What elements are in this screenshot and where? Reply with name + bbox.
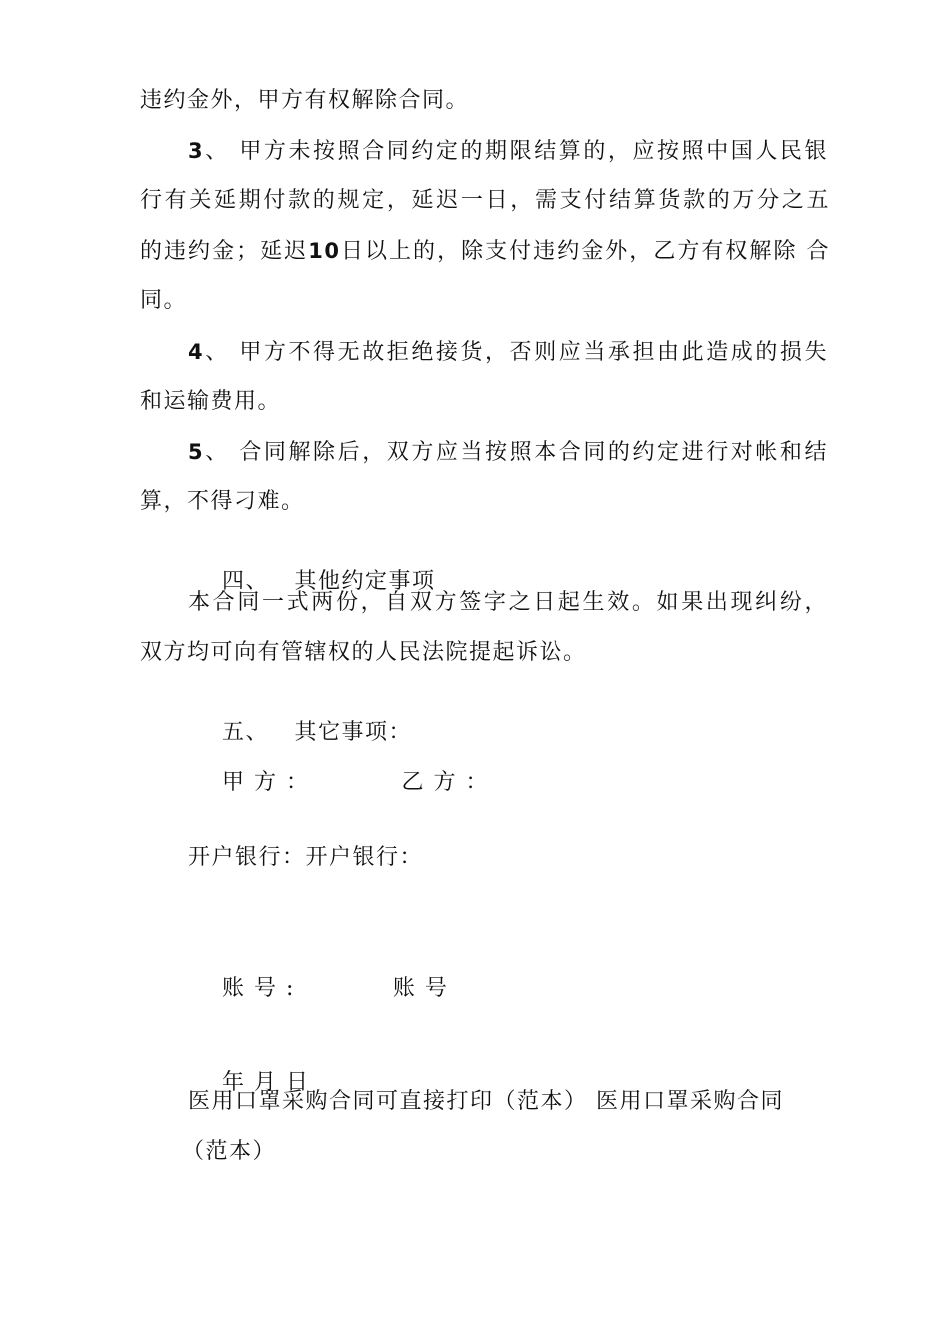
paragraph-line xyxy=(140,286,830,316)
text: 算，不得刁难。 xyxy=(140,489,305,514)
party-a-label: 甲 方 ： xyxy=(221,770,310,795)
text: 的违约金；延迟 xyxy=(140,239,309,264)
number: 10 xyxy=(308,239,341,263)
bank-label: 开户银行：开户银行： xyxy=(188,845,424,870)
footer-text: （范本） xyxy=(182,1139,277,1164)
paragraph-line xyxy=(140,387,830,417)
account-line xyxy=(188,944,828,1034)
party-b-label: 乙 方 ： xyxy=(401,770,489,795)
text: 五、 其它事项： xyxy=(221,720,412,745)
text: 日以上的，除支付违约金外，乙方有权解除 合 xyxy=(340,239,830,264)
text: 、 甲方未按照合同约定的期限结算的，应按照中国人民银 xyxy=(204,139,828,164)
clause-5-line xyxy=(188,437,828,468)
footer-text: 医用口罩采购合同可直接打印（范本） 医用口罩采购合同 xyxy=(188,1089,784,1114)
clause-number: 5 xyxy=(188,440,205,464)
text: 、 合同解除后，双方应当按照本合同的约定进行对帐和结 xyxy=(204,440,828,465)
text: 同。 xyxy=(140,288,188,313)
account-b-label: 账 号 xyxy=(392,976,449,1001)
bank-line xyxy=(188,843,828,873)
text: 和运输费用。 xyxy=(140,389,282,414)
paragraph-line xyxy=(140,638,830,668)
clause-3-line xyxy=(188,136,828,167)
text: 违约金外，甲方有权解除合同。 xyxy=(140,88,470,113)
party-line xyxy=(188,738,828,828)
text: 行有关延期付款的规定，延迟一日，需支付结算货款的万分之五 xyxy=(140,188,830,213)
clause-4-line xyxy=(188,337,828,368)
paragraph-line xyxy=(140,236,830,267)
paragraph-line xyxy=(140,487,830,517)
account-a-label: 账 号 : xyxy=(221,976,295,1001)
footer-line xyxy=(182,1137,872,1167)
text: 、 甲方不得无故拒绝接货，否则应当承担由此造成的损失 xyxy=(204,340,828,365)
text: 本合同一式两份，自双方签字之日起生效。如果出现纠纷， xyxy=(188,590,828,615)
footer-line xyxy=(188,1087,828,1117)
paragraph-line xyxy=(188,588,828,618)
date-label: 年 月 日 xyxy=(221,1070,310,1095)
paragraph-line xyxy=(140,186,830,216)
clause-number: 3 xyxy=(188,139,205,163)
text: 四、 其他约定事项 xyxy=(221,569,436,594)
text: 双方均可向有管辖权的人民法院提起诉讼。 xyxy=(140,640,587,665)
paragraph-line xyxy=(140,86,830,116)
clause-number: 4 xyxy=(188,340,205,364)
